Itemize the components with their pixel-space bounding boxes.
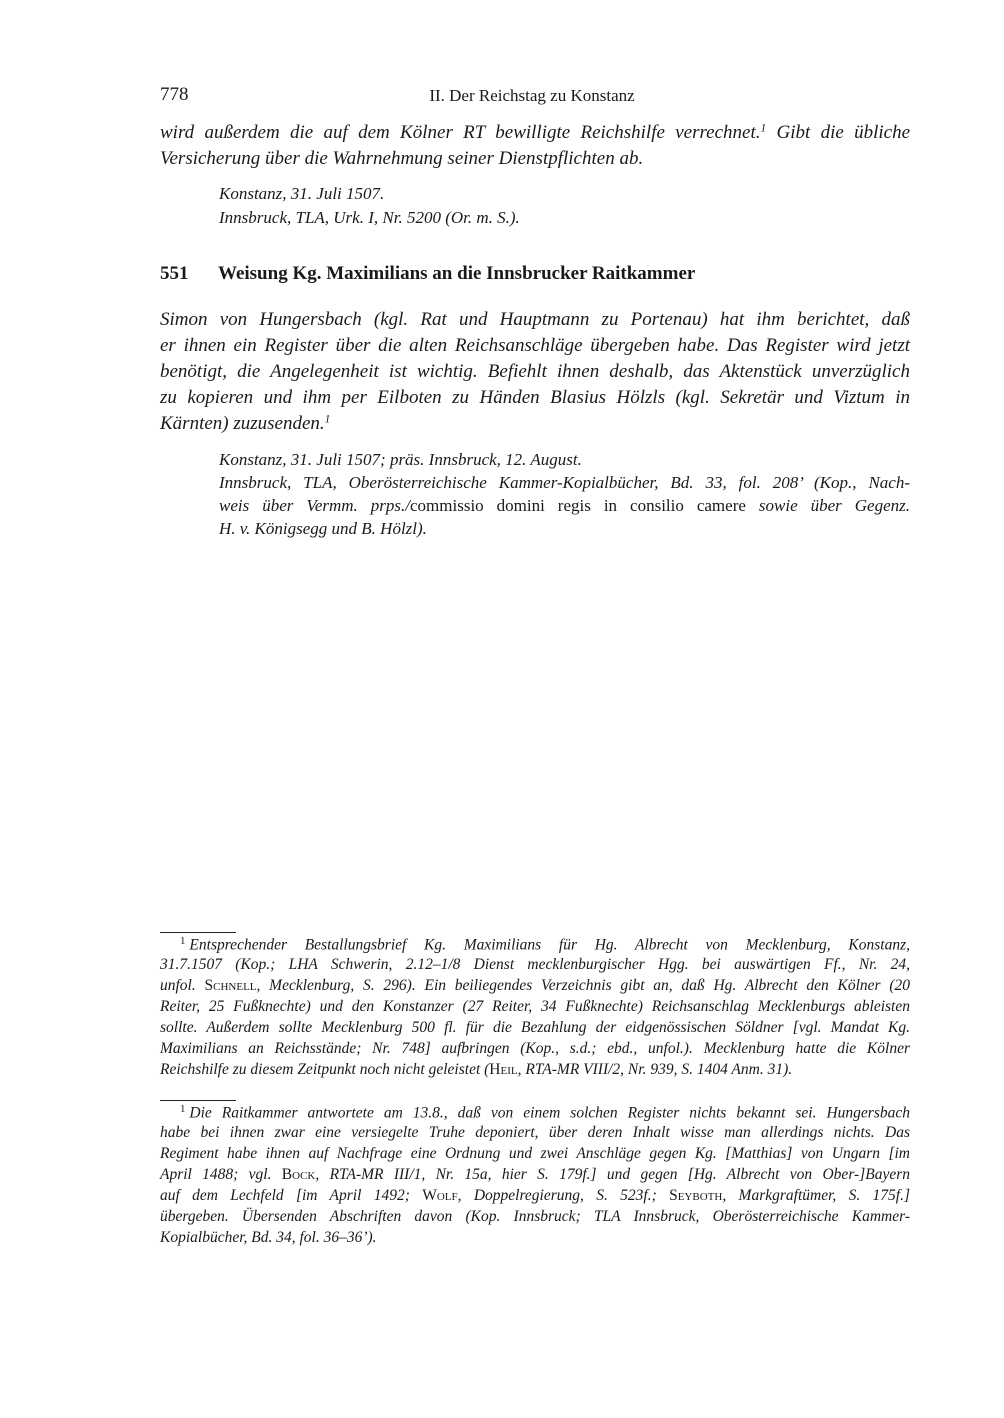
prev-summary-line: Versicherung über die Wahrnehmung seiner Dienstpflichten ab. — [160, 148, 644, 169]
text-line: Reiter, 25 Fußknechte) und den Konstanzer (27 Reiter, 34 Fußknechte) Reichsanschlag Mecklenburgs ableisten — [160, 998, 910, 1015]
footnote-ref: 1 — [324, 413, 331, 426]
text-line: sollte. Außerdem sollte Mecklenburg 500 fl. für die Bezahlung der eidgenössischen Söldner [vgl. Mandat Kg. — [160, 1019, 910, 1036]
text-line: habe bei ihnen zwar eine versiegelte Truhe deponiert, über deren Inhalt wisse man allerdings nichts. Das — [160, 1124, 910, 1141]
text-line: auf dem Lechfeld [im April 1492; Wolf, Doppelregierung, S. 523f.; Seyboth, Markgraftümer, S. 175f.] — [160, 1187, 910, 1204]
text-line: $^1$ Entsprechender Bestallungsbrief Kg. Maximilians für Hg. Albrecht von Mecklenburg, Konstanz, — [180, 935, 910, 954]
doc-source-line: weis über Vermm. prps./commissio domini regis in consilio camere sowie über Gegenz. — [219, 496, 910, 515]
text-line: Maximilians an Reichsstände; Nr. 748] aufbringen (Kop., s.d.; ebd., unfol.). Mecklenburg hatte die Kölner — [160, 1040, 910, 1057]
text-line: April 1488; vgl. Bock, RTA-MR III/1, Nr. 15a, hier S. 179f.] und gegen [Hg. Albrecht von Ober-]Bayern — [160, 1166, 910, 1183]
summary-line: benötigt, die Angelegenheit ist wichtig. Befiehlt ihnen deshalb, das Aktenstück unverzüglich — [160, 361, 910, 382]
text-line: 31.7.1507 (Kop.; LHA Schwerin, 2.12–1/8 Dienst mecklenburgischer Hgg. bei auswärtigen Ff., Nr. 24, — [160, 956, 910, 973]
summary-line: Simon von Hungersbach (kgl. Rat und Hauptmann zu Portenau) hat ihm berichtet, daß — [160, 309, 910, 330]
doc-source-line: H. v. Königsegg und B. Hölzl). — [219, 519, 427, 538]
prev-summary-line: wird außerdem die auf dem Kölner RT bewilligte Reichshilfe verrechnet.$^1$ Gibt die übliche — [160, 122, 911, 143]
doc-date: Konstanz, 31. Juli 1507; präs. Innsbruck, 12. August. — [219, 450, 582, 469]
text-line: übergeben. Übersenden Abschriften davon (Kop. Innsbruck; TLA Innsbruck, Oberösterreichische Kammer- — [160, 1208, 910, 1225]
doc-source-line: Innsbruck, TLA, Oberösterreichische Kammer-Kopialbücher, Bd. 33, fol. 208’ (Kop., Nach- — [219, 473, 910, 492]
footnote-rule — [160, 1100, 236, 1101]
text-line: Kopialbücher, Bd. 34, fol. 36–36’). — [160, 1229, 377, 1246]
running-title: II. Der Reichstag zu Konstanz — [429, 86, 635, 105]
document-heading — [160, 263, 695, 285]
text-line: Regiment habe ihnen auf Nachfrage eine Ordnung und zwei Anschläge gegen Kg. [Matthias] von Ungarn [im — [160, 1145, 910, 1162]
summary-line: Kärnten) zuzusenden.$^1$ — [160, 413, 331, 434]
document-number: 551 — [160, 263, 189, 284]
text-line: $^1$ Die Raitkammer antwortete am 13.8., daß von einem solchen Register nichts bekannt sei. Hungersbach — [180, 1103, 910, 1122]
document-title: Weisung Kg. Maximilians an die Innsbrucker Raitkammer — [218, 263, 696, 284]
footnote-ref: 1 — [760, 122, 767, 135]
text-line: Reichshilfe zu diesem Zeitpunkt noch nicht geleistet (Heil, RTA-MR VIII/2, Nr. 939, S. 1404 Anm. 31). — [160, 1061, 793, 1078]
footnote-rule — [160, 932, 236, 933]
prev-source: Innsbruck, TLA, Urk. I, Nr. 5200 (Or. m. S.). — [219, 208, 520, 227]
text-line: unfol. Schnell, Mecklenburg, S. 296). Ein beiliegendes Verzeichnis gibt an, daß Hg. Albrecht den Kölner (20 — [160, 977, 910, 994]
summary-line: er ihnen ein Register über die alten Reichsanschläge übergeben habe. Das Register wird jetzt — [160, 335, 910, 356]
page-number: 778 — [160, 84, 189, 105]
summary-line: zu kopieren und ihm per Eilboten zu Händen Blasius Hölzls (kgl. Sekretär und Viztum in — [160, 387, 910, 408]
prev-date: Konstanz, 31. Juli 1507. — [219, 184, 385, 203]
